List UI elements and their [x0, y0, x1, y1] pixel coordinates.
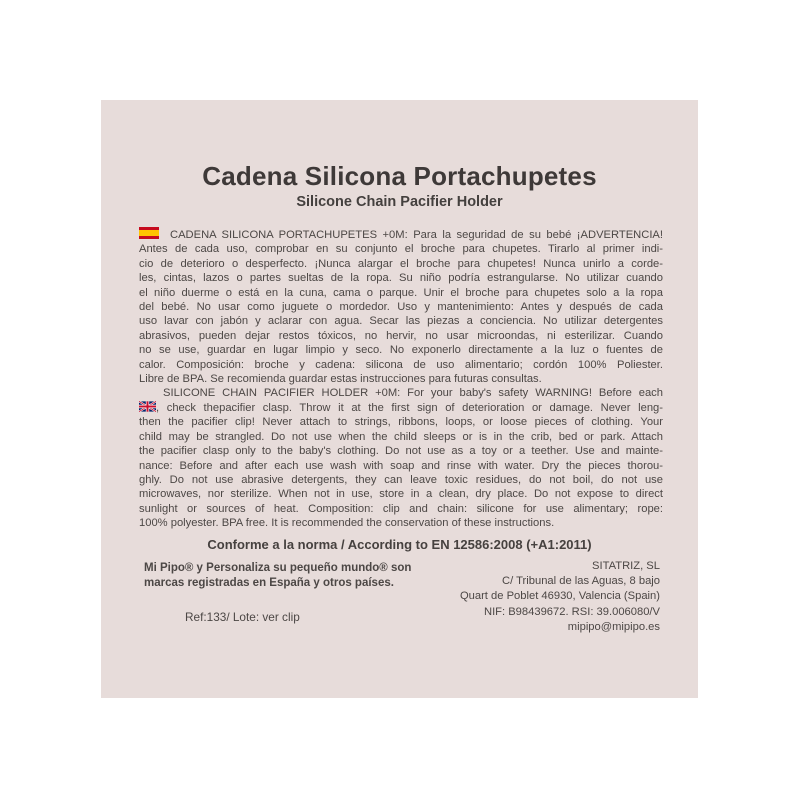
uk-flag-icon	[139, 401, 156, 412]
text-line: the pacifier clasp only to the baby's clothing. Do not use as a toy or a teether. Use and mainte-	[139, 445, 663, 458]
text-line: del bebé. No usar como juguete o mordedor. Uso y mantenimiento: Antes y después de cada	[139, 301, 663, 314]
text-line: NIF: B98439672. RSI: 39.006080/V	[483, 605, 660, 618]
text-line: cio de deterioro o desperfecto. ¡Nunca alargar el broche para chupetes! Nunca unirlo a corde-	[139, 257, 663, 270]
en-paragraph-lines	[139, 415, 663, 516]
text-line: ghly. Do not use abrasive detergents, they can leave toxic residues, do not boil, do not use	[139, 473, 663, 486]
text-line: calor. Composición: broche y cadena: silicona de uso alimentario; cordón 100% Poliester.	[139, 358, 663, 371]
es-warning-heading: CADENA SILICONA PORTACHUPETES +0M: Para la seguridad de su bebé ¡ADVERTENCIA!	[170, 229, 663, 241]
spain-flag-icon	[139, 227, 159, 239]
es-last-line: Libre de BPA. Se recomienda guardar estas instrucciones para futuras consultas.	[139, 373, 542, 386]
ref-lote-text: Ref:133/ Lote: ver clip	[185, 610, 300, 624]
text-line: microwaves, nor sterilize. When not in use, store in a clean, dry place. Do not expose to direct	[139, 488, 663, 501]
product-label	[101, 100, 698, 698]
text-line: marcas registradas en España y otros países.	[144, 577, 394, 589]
text-line: les, cintas, lazos o partes sueltas de la ropa. Su niño podría estrangularse. No utilizar cuando	[139, 272, 663, 285]
text-line: then the pacifier clip! Never attach to strings, ribbons, loops, or loose pieces of clothing. Your	[139, 416, 663, 429]
text-line: sunlight or sources of heat. Composition: clip and chain: silicone for use alimentary; rope:	[139, 502, 663, 515]
text-line: C/ Tribunal de las Aguas, 8 bajo	[502, 575, 660, 588]
text-line: mipipo@mipipo.es	[567, 620, 660, 633]
text-line: child may be strangled. Do not use when the child sleeps or is in the crib, bed or park. Attach	[139, 430, 663, 443]
en-last-line: 100% polyester. BPA free. It is recommended the conservation of these instructions.	[139, 517, 555, 530]
en-warning-text: , check thepacifier clasp. Throw it at the first sign of deterioration or damage. Never leng-	[156, 401, 663, 414]
text-line: Quart de Poblet 46930, Valencia (Spain)	[459, 590, 660, 603]
text-line: nance: Before and after each use wash with soap and rinse with water. Dry the pieces thorou-	[139, 459, 663, 472]
es-paragraph-lines	[139, 242, 663, 372]
instructions-text	[139, 227, 663, 531]
norm-statement: Conforme a la norma / According to EN 12586:2008 (+A1:2011)	[207, 537, 592, 552]
text-line: Antes de cada uso, comprobar en su conjunto el broche para chupetes. Tirarlo al primer indi-	[139, 243, 663, 256]
text-line: SITATRIZ, SL	[592, 560, 660, 572]
product-subtitle: Silicone Chain Pacifier Holder	[296, 194, 503, 210]
text-line: uso lavar con jabón y aclarar con agua. Secar las piezas a conciencia. No utilizar detergentes	[139, 315, 663, 328]
text-line: abrasivos, pueden dejar restos tóxicos, no hervir, no usar microondas, ni esterilizar. Cuando	[139, 329, 663, 342]
product-title: Cadena Silicona Portachupetes	[202, 161, 597, 191]
company-address	[380, 559, 660, 635]
text-line: el niño duerme o está en la cuna, cama o parque. Unir el broche para chupetes solo a la ropa	[139, 286, 663, 299]
en-warning-second-line	[139, 401, 663, 415]
text-line: Mi Pipo® y Personaliza su pequeño mundo® son	[144, 562, 412, 574]
text-line: no se use, guardar en lugar limpio y seco. No exponerlo directamente a la luz o fuentes de	[139, 344, 663, 357]
es-warning-first-line	[139, 227, 663, 242]
en-warning-first-line: SILICONE CHAIN PACIFIER HOLDER +0M: For your baby's safety WARNING! Before each	[163, 387, 663, 400]
